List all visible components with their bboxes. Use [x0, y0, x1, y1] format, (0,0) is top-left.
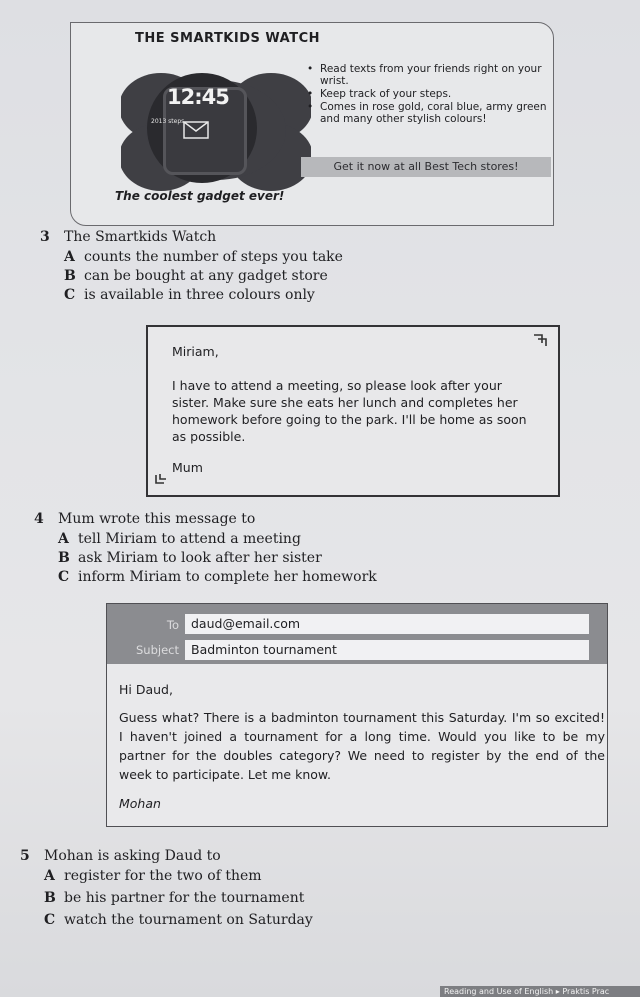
- envelope-icon: [183, 121, 209, 139]
- watch-steps: 2013 steps: [151, 118, 185, 125]
- option-letter: C: [58, 569, 70, 585]
- question-number: 3: [40, 229, 50, 245]
- email-body: Guess what? There is a badminton tournament this Saturday. I'm so excited! I haven't joined a tournament for a long time. Would you like to be my partner for the doubles category? We need to register by the end of the week to participate. Let me know.: [119, 710, 605, 782]
- option-letter: C: [64, 287, 76, 303]
- option-text: counts the number of steps you take: [84, 249, 343, 265]
- answer-option-c[interactable]: [58, 568, 377, 587]
- answer-option-c[interactable]: [44, 911, 313, 930]
- advert-feature-item: • Keep track of your steps.: [307, 88, 547, 100]
- email-message: [106, 603, 608, 827]
- watch-time: 12:45: [167, 85, 229, 109]
- to-label: To: [166, 618, 179, 632]
- subject-label: Subject: [136, 643, 179, 657]
- option-letter: A: [44, 868, 55, 884]
- option-letter: B: [44, 890, 56, 906]
- corner-ornament-icon: [532, 333, 548, 347]
- page-footer: Reading and Use of English ▸ Praktis Prac: [440, 986, 640, 997]
- question-stem: Mohan is asking Daud to: [44, 848, 221, 864]
- answer-option-a[interactable]: [44, 867, 262, 886]
- option-text: can be bought at any gadget store: [84, 268, 328, 284]
- option-letter: A: [64, 249, 75, 265]
- answer-option-a[interactable]: [64, 248, 343, 267]
- answer-option-c[interactable]: [64, 286, 315, 305]
- question-stem: The Smartkids Watch: [64, 229, 217, 245]
- option-text: register for the two of them: [64, 868, 262, 884]
- question-number: 4: [34, 511, 44, 527]
- email-greeting: Hi Daud,: [119, 682, 173, 697]
- question-stem: Mum wrote this message to: [58, 511, 256, 527]
- answer-option-b[interactable]: [64, 267, 328, 286]
- subject-field[interactable]: Badminton tournament: [185, 640, 589, 660]
- email-sign-off: Mohan: [119, 796, 161, 811]
- advert-feature-item: • Read texts from your friends right on your wrist.: [307, 63, 547, 87]
- note-card: [146, 325, 560, 497]
- advert-banner: Get it now at all Best Tech stores!: [301, 157, 551, 177]
- option-text: inform Miriam to complete her homework: [78, 569, 377, 585]
- option-text: watch the tournament on Saturday: [64, 912, 313, 928]
- option-text: tell Miriam to attend a meeting: [78, 531, 301, 547]
- option-text: is available in three colours only: [84, 287, 315, 303]
- option-letter: B: [64, 268, 76, 284]
- advert-title: THE SMARTKIDS WATCH: [135, 31, 320, 46]
- advert-feature-list: [307, 63, 547, 126]
- advert-tagline: The coolest gadget ever!: [115, 189, 285, 203]
- note-body: I have to attend a meeting, so please look after your sister. Make sure she eats her lunch and completes her homework before going to the park. I'll be home as soon as possible.: [172, 378, 527, 444]
- smartwatch-advert: [70, 22, 554, 226]
- note-greeting: Miriam,: [172, 344, 219, 359]
- to-field[interactable]: daud@email.com: [185, 614, 589, 634]
- option-text: ask Miriam to look after her sister: [78, 550, 322, 566]
- option-letter: A: [58, 531, 69, 547]
- answer-option-a[interactable]: [58, 530, 301, 549]
- answer-option-b[interactable]: [44, 889, 304, 908]
- note-sign-off: Mum: [172, 460, 203, 475]
- option-letter: B: [58, 550, 70, 566]
- answer-option-b[interactable]: [58, 549, 322, 568]
- question-number: 5: [20, 848, 30, 864]
- email-header: [107, 604, 607, 664]
- option-letter: C: [44, 912, 56, 928]
- option-text: be his partner for the tournament: [64, 890, 305, 906]
- advert-feature-item: • Comes in rose gold, coral blue, army green and many other stylish colours!: [307, 101, 547, 125]
- corner-ornament-icon: [154, 473, 170, 487]
